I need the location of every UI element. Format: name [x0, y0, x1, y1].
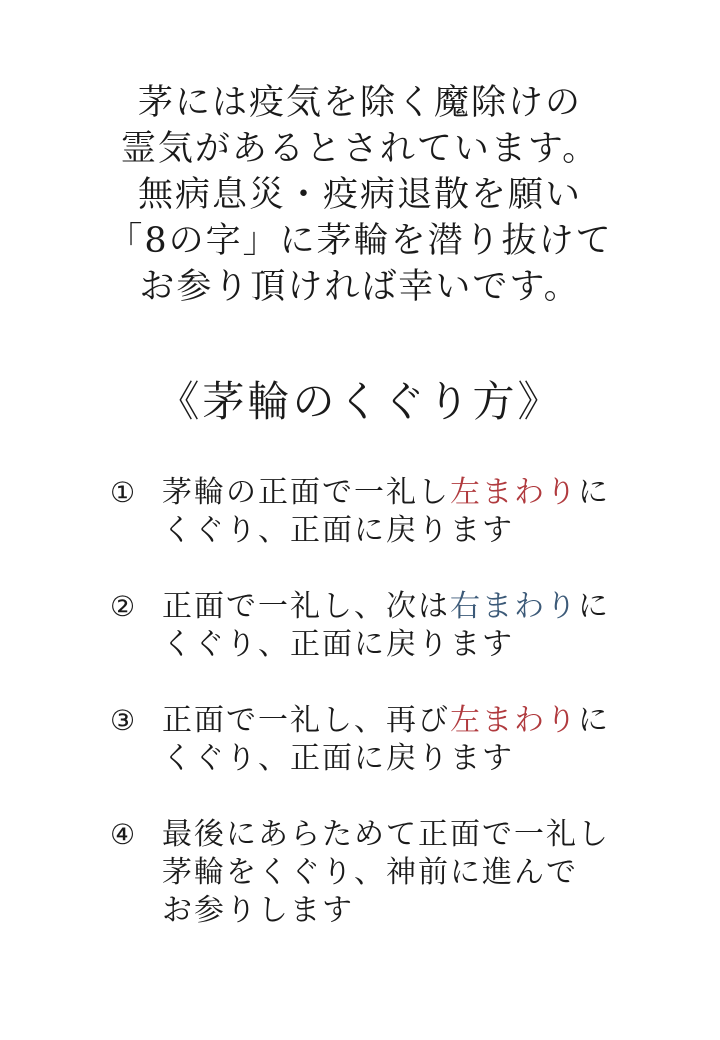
- intro-line-4: 「8の字」に茅輪を潜り抜けて: [107, 221, 613, 261]
- step-text: 茅輪の正面で一礼し: [162, 475, 450, 510]
- direction-highlight: 右まわり: [450, 589, 578, 624]
- step-line: [162, 474, 672, 512]
- step-line: 茅輪をくぐり、神前に進んで: [162, 855, 578, 890]
- intro-line-1: 茅には疫気を除く魔除けの: [137, 83, 582, 123]
- step-body: [162, 816, 672, 930]
- step-number: ①: [110, 476, 138, 509]
- step-line: [162, 588, 672, 626]
- step-text: に: [578, 589, 610, 624]
- intro-line-5: お参り頂ければ幸いです。: [139, 267, 581, 307]
- step-line: お参りします: [162, 893, 354, 928]
- step-text: に: [578, 703, 610, 738]
- step-body: [162, 474, 672, 550]
- step-number: ④: [110, 818, 138, 851]
- section-heading: 《茅輪のくぐり方》: [157, 377, 563, 426]
- step-line: くぐり、正面に戻ります: [162, 513, 514, 548]
- step-number: ②: [110, 590, 138, 623]
- step-line: くぐり、正面に戻ります: [162, 627, 514, 662]
- step-text: 正面で一礼し、再び: [162, 703, 450, 738]
- intro-line-3: 無病息災・疫病退散を願い: [137, 175, 582, 215]
- step-line: くぐり、正面に戻ります: [162, 741, 514, 776]
- step-number: ③: [110, 704, 138, 737]
- step-body: [162, 588, 672, 664]
- step-text: 正面で一礼し、次は: [162, 589, 450, 624]
- direction-highlight: 左まわり: [450, 703, 578, 738]
- intro-line-2: 霊気があるとされています。: [120, 129, 600, 169]
- step-line: [162, 702, 672, 740]
- direction-highlight: 左まわり: [450, 475, 578, 510]
- step-text: に: [578, 475, 610, 510]
- step-body: [162, 702, 672, 778]
- step-line: 最後にあらためて正面で一礼し: [162, 817, 610, 852]
